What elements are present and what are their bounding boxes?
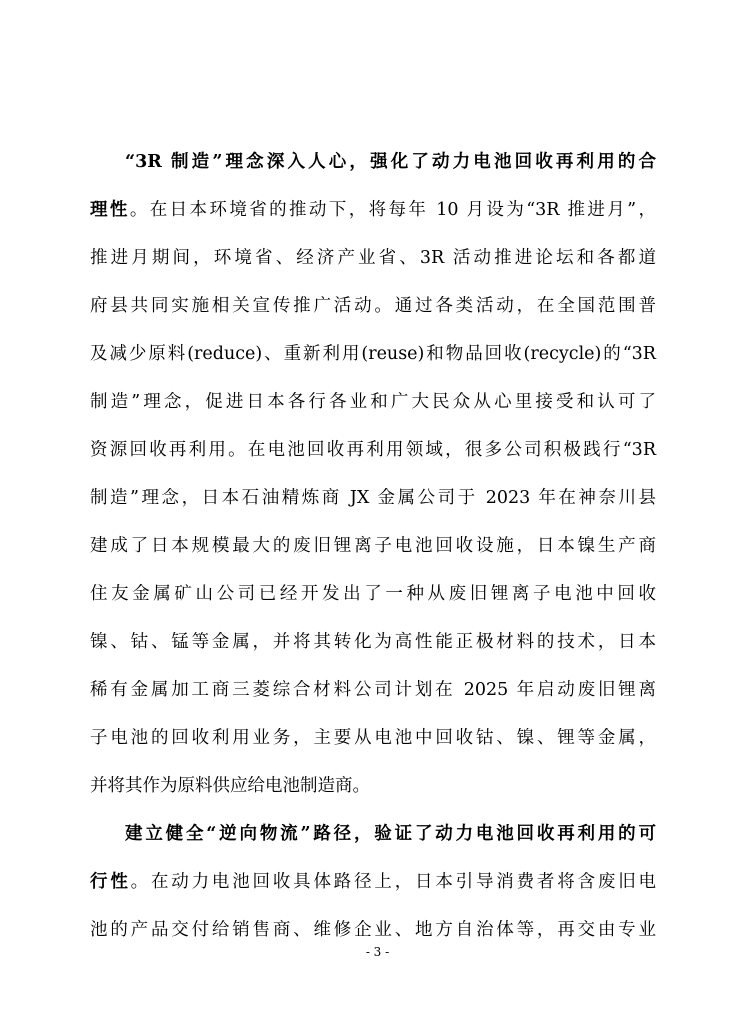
body-text: 。在日本环境省的推动下，将每年 10 月设为“3R 推进月”， — [129, 200, 656, 220]
paragraph-1-line-10 — [90, 582, 656, 606]
paragraph-2-line-2 — [90, 870, 656, 894]
body-text: 并将其作为原料供应给电池制造商。 — [90, 776, 370, 796]
paragraph-1-line-5 — [90, 342, 656, 366]
body-text: 住友金属矿山公司已经开发出了一种从废旧锂离子电池中回收 — [90, 584, 656, 604]
body-text: 制造”理念，日本石油精炼商 JX 金属公司于 2023 年在神奈川县 — [90, 488, 656, 508]
body-text: 府县共同实施相关宣传推广活动。通过各类活动，在全国范围普 — [90, 296, 656, 316]
body-text: 池的产品交付给销售商、维修企业、地方自治体等，再交由专业 — [90, 920, 656, 940]
body-text: 及减少原料(reduce)、重新利用(reuse)和物品回收(recycle)的“3R — [90, 344, 656, 364]
paragraph-1-line-11 — [90, 630, 656, 654]
paragraph-1-line-1 — [125, 150, 656, 174]
bold-heading: “3R 制造”理念深入人心，强化了动力电池回收再利用的合 — [125, 152, 656, 172]
bold-heading: 理性 — [90, 200, 130, 220]
paragraph-1-line-4 — [90, 294, 656, 318]
paragraph-1-line-2 — [90, 198, 656, 222]
paragraph-1-line-14 — [90, 774, 656, 798]
body-text: 资源回收再利用。在电池回收再利用领域，很多公司积极践行“3R — [90, 440, 656, 460]
paragraph-2-line-1 — [125, 822, 656, 846]
page-number: - 3 - — [365, 945, 390, 959]
body-text: 稀有金属加工商三菱综合材料公司计划在 2025 年启动废旧锂离 — [90, 680, 656, 700]
body-text: 子电池的回收利用业务，主要从电池中回收钴、镍、锂等金属， — [90, 728, 656, 748]
bold-heading: 建立健全“逆向物流”路径，验证了动力电池回收再利用的可 — [125, 824, 656, 844]
paragraph-1-line-9 — [90, 534, 656, 558]
body-text: 。在动力电池回收具体路径上，日本引导消费者将含废旧电 — [130, 872, 657, 892]
paragraph-2-line-3 — [90, 918, 656, 942]
paragraph-1-line-6 — [90, 390, 656, 414]
body-text: 制造”理念，促进日本各行各业和广大民众从心里接受和认可了 — [90, 392, 656, 412]
paragraph-1-line-8 — [90, 486, 656, 510]
paragraph-1-line-3 — [90, 246, 656, 270]
body-text: 推进月期间，环境省、经济产业省、3R 活动推进论坛和各都道 — [90, 248, 656, 268]
paragraph-1-line-12 — [90, 678, 656, 702]
bold-heading: 行性 — [90, 872, 131, 892]
paragraph-1-line-13 — [90, 726, 656, 750]
paragraph-1-line-7 — [90, 438, 656, 462]
body-text: 建成了日本规模最大的废旧锂离子电池回收设施，日本镍生产商 — [90, 536, 656, 556]
body-text: 镍、钴、锰等金属，并将其转化为高性能正极材料的技术，日本 — [90, 632, 656, 652]
